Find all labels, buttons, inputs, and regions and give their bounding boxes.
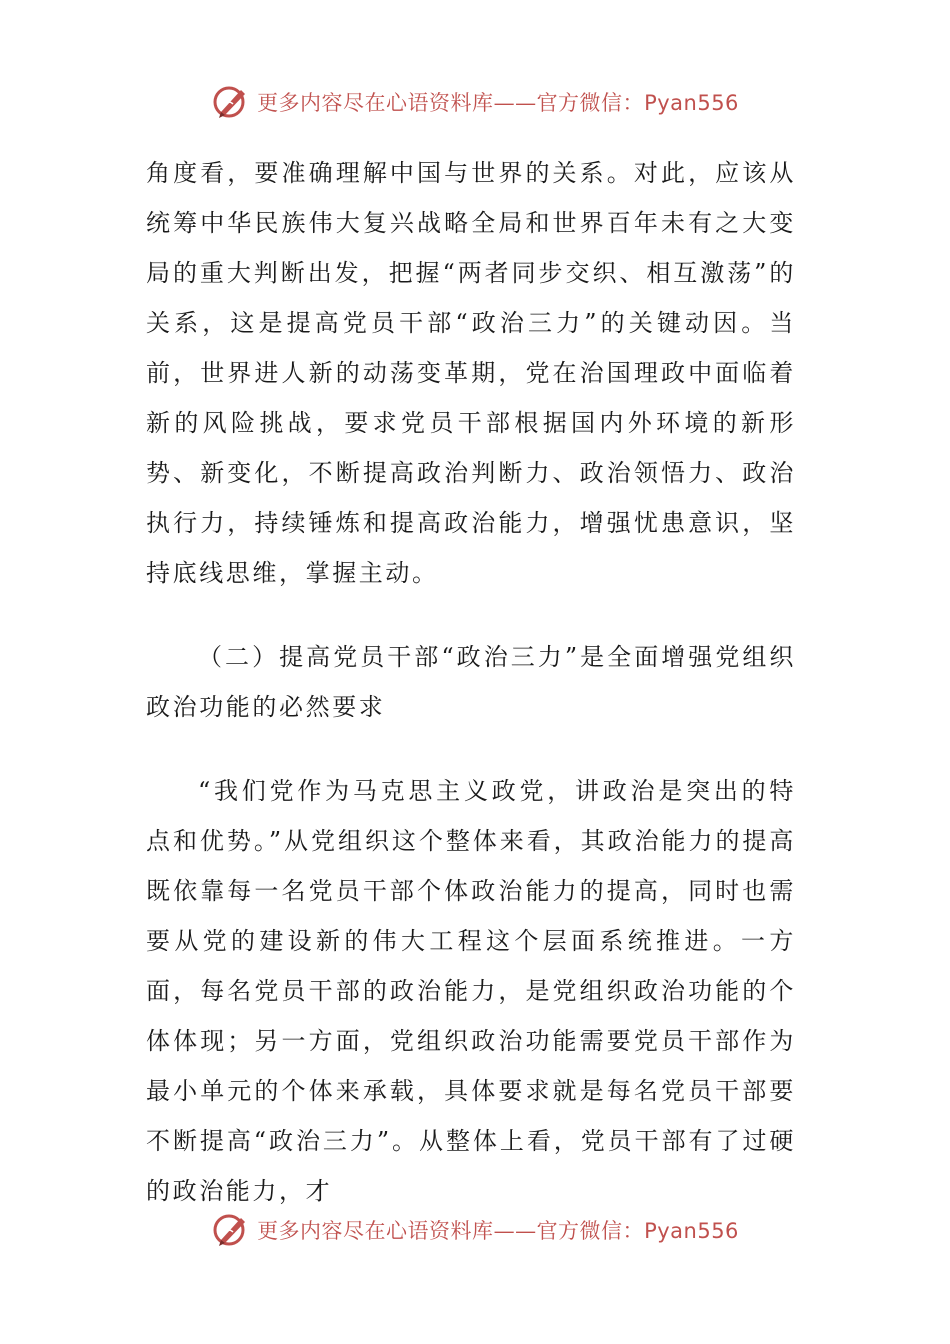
site-name: 更多内容尽在心语资料库 [257,91,494,115]
site-name: 更多内容尽在心语资料库 [257,1219,494,1243]
paragraph-continued: 角度看，要准确理解中国与世界的关系。对此，应该从统筹中华民族伟大复兴战略全局和世界百年未有之大变局的重大判断出发，把握“两者同步交织、相互激荡”的关系，这是提高党员干部“政治三力”的关键动因。当前，世界进人新的动荡变革期，党在治国理政中面临着新的风险挑战，要求党员干部根据国内外环境的新形势、新变化，不断提高政治判断力、政治领悟力、政治执行力，持续锤炼和提高政治能力，增强忧患意识，坚持底线思维，掌握主动。 [146,159,796,587]
document-body [146,148,796,1216]
wechat-label: 官方微信： [536,91,645,115]
section-heading: （二）提高党员干部“政治三力”是全面增强党组织政治功能的必然要求 [146,643,796,721]
pen-logo-icon [211,1210,251,1250]
banner-text [257,1215,739,1245]
footer-banner [0,1208,950,1252]
header-banner [0,80,950,124]
paragraph: “我们党作为马克思主义政党，讲政治是突出的特点和优势。”从党组织这个整体来看，其政治能力的提高既依靠每一名党员干部个体政治能力的提高，同时也需要从党的建设新的伟大工程这个层面系统推进。一方面，每名党员干部的政治能力，是党组织政治功能的个体体现；另一方面，党组织政治功能需要党员干部作为最小单元的个体来承载，具体要求就是每名党员干部要不断提高“政治三力”。从整体上看，党员干部有了过硬的政治能力，才 [146,777,796,1205]
wechat-label: 官方微信： [536,1219,645,1243]
wechat-id: Pyan556 [644,91,739,115]
banner-dash: —— [493,91,537,115]
banner-text [257,87,739,117]
banner-dash: —— [493,1219,537,1243]
wechat-id: Pyan556 [644,1219,739,1243]
pen-logo-icon [211,82,251,122]
